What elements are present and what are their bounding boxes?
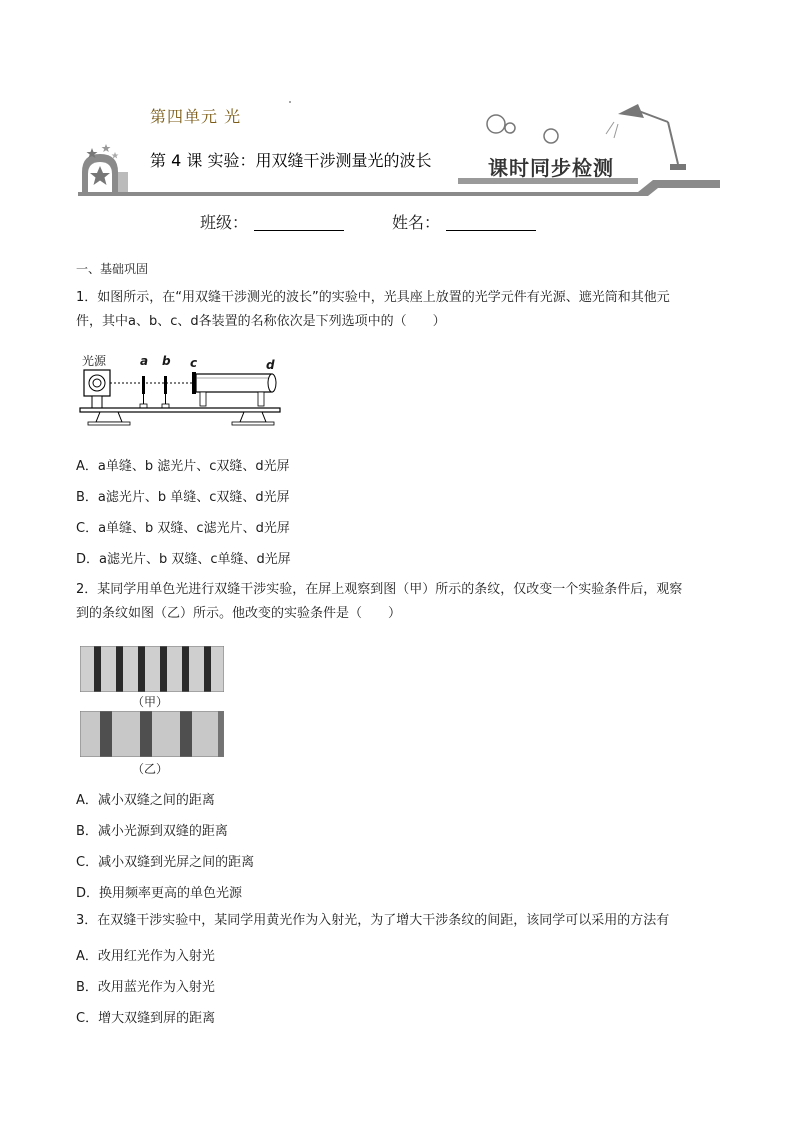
section-title: 一、基础巩固 <box>76 262 149 276</box>
q1-option-a[interactable]: A．a单缝、b 滤光片、c双缝、d光屏 <box>76 459 290 474</box>
q2-line2: 到的条纹如图（乙）所示。他改变的实验条件是（ ） <box>76 606 402 621</box>
label-a: a <box>140 354 149 368</box>
q2-option-d[interactable]: D．换用频率更高的单色光源 <box>76 886 243 901</box>
label-b: b <box>162 354 171 368</box>
light-shield-tube <box>196 374 272 392</box>
q2-option-b[interactable]: B．减小光源到双缝的距离 <box>76 824 228 839</box>
star-badge-icon <box>82 144 128 192</box>
brand-text: 课时同步检测 <box>488 156 614 180</box>
fringe-pattern-yi <box>80 711 224 757</box>
name-blank[interactable] <box>446 214 536 231</box>
element-c <box>192 372 196 394</box>
caption-yi: （乙） <box>132 762 169 776</box>
q1-line2: 件，其中a、b、c、d各装置的名称依次是下列选项中的（ ） <box>76 314 446 329</box>
fringe-pattern-jia <box>80 646 224 692</box>
optical-bench-diagram <box>78 352 288 432</box>
label-light-source: 光源 <box>82 354 107 368</box>
class-blank[interactable] <box>254 214 344 231</box>
element-b <box>164 376 167 394</box>
q1-line1: 1．如图所示，在“用双缝干涉测光的波长”的实验中，光具座上放置的光学元件有光源、遮光筒和其他元 <box>76 290 670 305</box>
element-a <box>142 376 145 394</box>
q2-option-a[interactable]: A．减小双缝之间的距离 <box>76 793 215 808</box>
q1-option-c[interactable]: C．a单缝、b 双缝、c滤光片、d光屏 <box>76 521 290 536</box>
light-source-box <box>84 370 110 396</box>
q2-option-c[interactable]: C．减小双缝到光屏之间的距离 <box>76 855 255 870</box>
q2-stem <box>76 578 726 626</box>
label-c: c <box>190 356 198 370</box>
q3-option-a[interactable]: A．改用红光作为入射光 <box>76 949 215 964</box>
q2-line1: 2．某同学用单色光进行双缝干涉实验，在屏上观察到图（甲）所示的条纹，仅改变一个实验条件后，观察 <box>76 582 683 597</box>
class-field <box>200 210 344 233</box>
q1-stem <box>76 286 726 334</box>
unit-title: 第四单元 光 <box>150 107 242 126</box>
q1-apparatus-figure <box>78 352 288 432</box>
desk-lamp-icon <box>606 104 686 170</box>
lesson-title: 第 4 课 实验：用双缝干涉测量光的波长 <box>150 151 432 170</box>
label-d: d <box>266 358 275 372</box>
q1-option-b[interactable]: B．a滤光片、b 单缝、c双缝、d光屏 <box>76 490 290 505</box>
q1-option-d[interactable]: D．a滤光片、b 双缝、c单缝、d光屏 <box>76 552 291 567</box>
bench-rail <box>80 408 280 412</box>
q3-stem <box>76 909 726 933</box>
name-field <box>392 210 536 233</box>
q3-option-b[interactable]: B．改用蓝光作为入射光 <box>76 980 215 995</box>
class-label: 班级： <box>200 213 249 232</box>
q3-line1: 3．在双缝干涉实验中，某同学用黄光作为入射光，为了增大干涉条纹的间距，该同学可以采用的方法有 <box>76 913 670 928</box>
name-label: 姓名： <box>392 213 441 232</box>
caption-jia: （甲） <box>132 695 169 709</box>
q3-option-c[interactable]: C．增大双缝到屏的距离 <box>76 1011 216 1026</box>
